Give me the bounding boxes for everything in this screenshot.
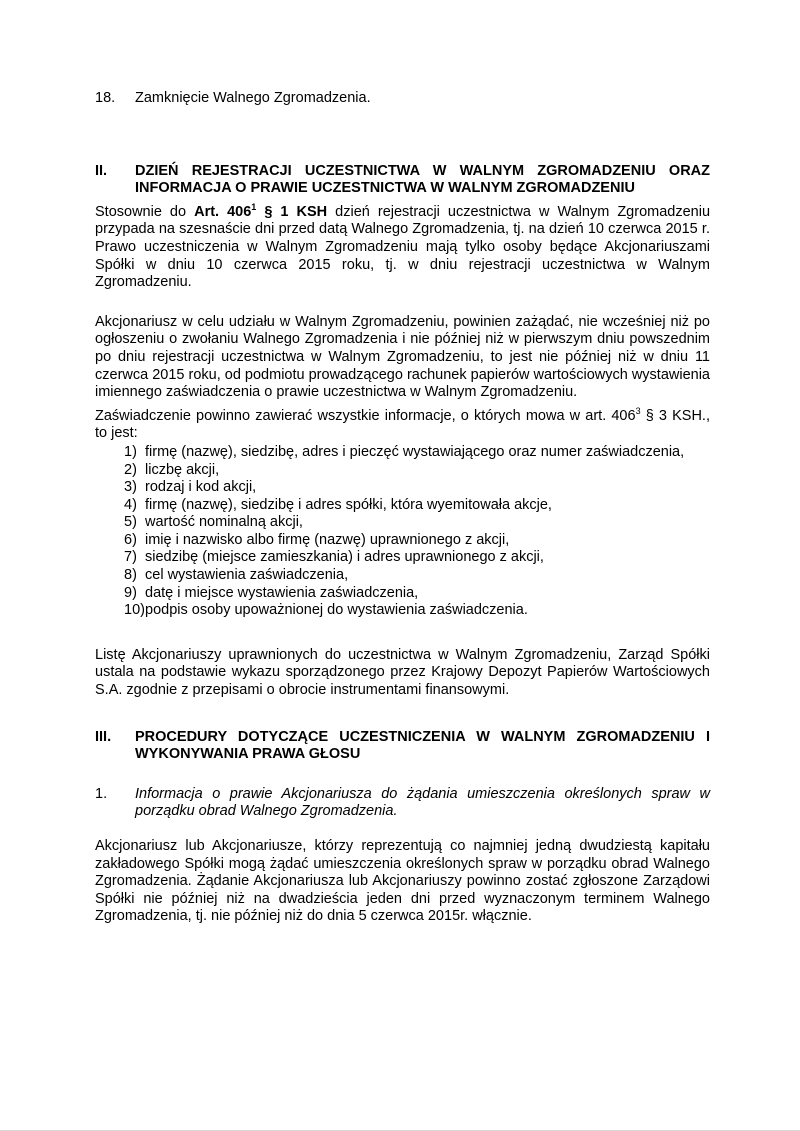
- list-item-number: 7): [124, 549, 137, 566]
- paragraph-certificate-request: Akcjonariusz w celu udziału w Walnym Zgromadzeniu, powinien zażądać, nie wcześniej niż po ogłoszeniu o zwołaniu Walnego Zgromadzenia i nie później niż w pierwszym dniu powszednim po dniu rejestracji uczestnictwa w Walnym Zgromadzeniu, to jest nie później niż w dniu 11 czerwca 2015 roku, od podmiotu prowadzącego rachunek papierów wartościowych wystawienia imiennego zaświadczenia o prawie uczestnictwa w Walnym Zgromadzeniu.: [95, 313, 710, 401]
- list-item: [95, 567, 710, 585]
- paragraph-agenda-request: Akcjonariusz lub Akcjonariusze, którzy reprezentują co najmniej jedną dwudziestą kapitału zakładowego Spółki mogą żądać umieszczenia określonych spraw w porządku obrad Walnego Zgromadzenia. Żądanie Akcjonariusza lub Akcjonariuszy powinno zostać zgłoszone Zarządowi Spółki nie później niż na dwadzieścia jeden dni przed wyznaczonym terminem Walnego Zgromadzenia, tj. nie później niż do dnia 5 czerwca 2015r. włącznie.: [95, 838, 710, 925]
- list-item-number: 10): [124, 602, 145, 619]
- list-item-number: 8): [124, 567, 137, 584]
- legal-ref-article: Art. 406: [194, 203, 252, 220]
- list-item-text: imię i nazwisko albo firmę (nazwę) uprawnionego z akcji,: [145, 531, 510, 548]
- list-item-number: 9): [124, 584, 137, 601]
- registration-lead: Stosownie do: [95, 203, 195, 220]
- list-item-text: podpis osoby upoważnionej do wystawienia zaświadczenia.: [145, 602, 528, 619]
- section-iii-heading: [95, 729, 710, 764]
- list-item: [95, 532, 710, 550]
- paragraph-certificate-contents: [95, 405, 710, 443]
- list-item-text: datę i miejsce wystawienia zaświadczenia,: [145, 584, 419, 601]
- list-item: [95, 479, 710, 497]
- list-item-text: rodzaj i kod akcji,: [145, 479, 257, 496]
- list-item-number: 5): [124, 514, 137, 531]
- list-item-text: siedzibę (miejsce zamieszkania) i adres uprawnionego z akcji,: [145, 549, 544, 566]
- list-item: [95, 585, 710, 603]
- list-item: [95, 602, 710, 620]
- section-ii-number: II.: [95, 162, 108, 179]
- section-ii-title: DZIEŃ REJESTRACJI UCZESTNICTWA W WALNYM ZGROMADZENIU ORAZ INFORMACJA O PRAWIE UCZESTNICTWA W WALNYM ZGROMADZENIU: [135, 162, 710, 197]
- list-item-text: firmę (nazwę), siedzibę i adres spółki, która wyemitowała akcje,: [145, 496, 552, 513]
- paragraph-registration-day: [95, 201, 711, 292]
- agenda-item-18-text: Zamknięcie Walnego Zgromadzenia.: [135, 90, 371, 106]
- section-iii-title: PROCEDURY DOTYCZĄCE UCZESTNICZENIA W WALNYM ZGROMADZENIU I WYKONYWANIA PRAWA GŁOSU: [135, 728, 710, 763]
- list-item-number: 2): [124, 461, 137, 478]
- list-item-number: 1): [124, 443, 137, 460]
- list-item-text: liczbę akcji,: [145, 461, 220, 478]
- list-item-text: cel wystawienia zaświadczenia,: [145, 567, 349, 584]
- legal-ref-paragraph: § 1 KSH: [256, 203, 336, 220]
- procedure-item-1: [95, 786, 710, 821]
- procedure-item-1-number: 1.: [95, 785, 108, 802]
- list-item-number: 4): [124, 496, 137, 513]
- agenda-item-18: [95, 90, 710, 108]
- list-item-number: 3): [124, 479, 137, 496]
- list-item: [95, 514, 710, 532]
- list-item: [95, 497, 710, 515]
- procedure-item-1-text: Informacja o prawie Akcjonariusza do żądania umieszczenia określonych spraw w porządku obrad Walnego Zgromadzenia.: [135, 785, 710, 820]
- certificate-intro-tail: § 3 KSH., to jest:: [95, 407, 710, 442]
- certificate-requirements-list: [95, 444, 710, 620]
- section-iii-number: III.: [95, 728, 112, 745]
- agenda-item-18-number: 18.: [95, 90, 116, 106]
- list-item-number: 6): [124, 531, 137, 548]
- registration-body: dzień rejestracji uczestnictwa w Walnym Zgromadzeniu przypada na szesnaście dni przed datą Walnego Zgromadzenia, tj. na dzień 10 czerwca 2015 r. Prawo uczestniczenia w Walnym Zgromadzeniu mają tylko osoby będące Akcjonariuszami Spółki w dniu 10 czerwca 2015 roku, tj. w dniu rejestracji uczestnictwa w Walnym Zgromadzeniu.: [95, 203, 711, 291]
- section-ii-heading: [95, 163, 710, 198]
- list-item: [95, 549, 710, 567]
- legal-ref-superscript: 1: [251, 201, 257, 212]
- certificate-superscript: 3: [635, 405, 641, 416]
- certificate-intro: Zaświadczenie powinno zawierać wszystkie informacje, o których mowa w art. 406: [95, 407, 636, 424]
- list-item-text: wartość nominalną akcji,: [145, 514, 303, 531]
- list-item-text: firmę (nazwę), siedzibę, adres i pieczęć wystawiającego oraz numer zaświadczenia,: [145, 443, 685, 460]
- list-item: [95, 462, 710, 480]
- list-item: [95, 444, 710, 462]
- paragraph-shareholder-list: Listę Akcjonariuszy uprawnionych do uczestnictwa w Walnym Zgromadzeniu, Zarząd Spółki ustala na podstawie wykazu sporządzonego przez Krajowy Depozyt Papierów Wartościowych S.A. zgodnie z przepisami o obrocie instrumentami finansowymi.: [95, 646, 710, 699]
